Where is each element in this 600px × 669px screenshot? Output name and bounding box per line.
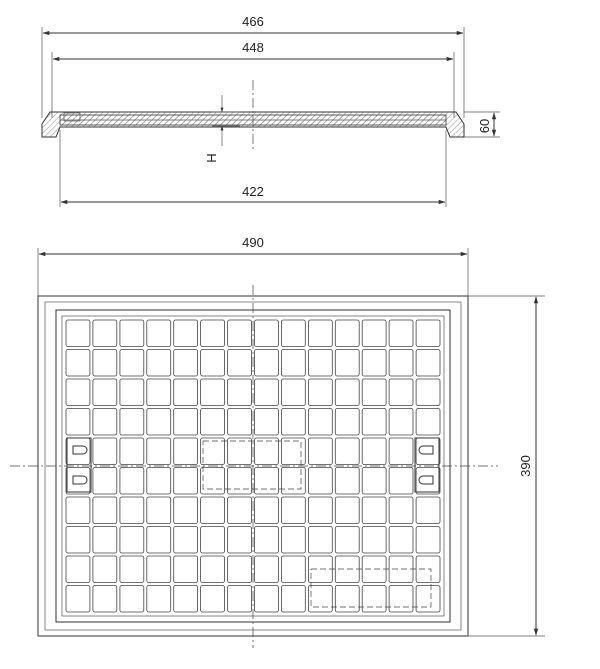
- grid-cell: [228, 556, 252, 583]
- grid-cell: [255, 350, 279, 377]
- grid-cell: [66, 468, 90, 495]
- grid-cell: [335, 320, 359, 347]
- grid-cell: [120, 586, 144, 613]
- grid-cell: [308, 409, 332, 436]
- grid-cell: [281, 586, 305, 613]
- grid-cell: [174, 320, 198, 347]
- grid-cell: [66, 527, 90, 554]
- grid-cell: [228, 438, 252, 465]
- grid-cell: [174, 409, 198, 436]
- grid-cell: [255, 586, 279, 613]
- dim-text-390: 390: [518, 455, 533, 477]
- dim-text-60: 60: [477, 118, 492, 134]
- grid-cell: [66, 497, 90, 524]
- grid-cell: [147, 409, 171, 436]
- grid-cell: [147, 556, 171, 583]
- grid-cell: [174, 350, 198, 377]
- grid-cell: [389, 350, 413, 377]
- grid-cell: [120, 468, 144, 495]
- grid-cell: [120, 379, 144, 406]
- grid-cell: [255, 556, 279, 583]
- grid-cell: [335, 586, 359, 613]
- grid-cell: [416, 497, 440, 524]
- grid-cell: [281, 438, 305, 465]
- grid-cell: [362, 527, 386, 554]
- grid-cell: [281, 468, 305, 495]
- grid-cell: [255, 409, 279, 436]
- grid-cell: [281, 497, 305, 524]
- grid-cell: [201, 350, 225, 377]
- grid-cell: [174, 586, 198, 613]
- grid-cell: [174, 527, 198, 554]
- grid-cell: [389, 438, 413, 465]
- grid-cell: [389, 468, 413, 495]
- grid-cell: [228, 379, 252, 406]
- grid-cell: [255, 379, 279, 406]
- grid-cell: [93, 527, 117, 554]
- grid-cell: [201, 497, 225, 524]
- grid-cell: [228, 409, 252, 436]
- dim-text-448: 448: [242, 40, 264, 55]
- grid-cell: [228, 497, 252, 524]
- dim-text-422: 422: [242, 184, 264, 199]
- dim-text-490: 490: [242, 235, 264, 250]
- grid-cell: [93, 320, 117, 347]
- grid-cell: [335, 497, 359, 524]
- grid-cell: [228, 468, 252, 495]
- grid-cell: [66, 350, 90, 377]
- grid-cell: [389, 409, 413, 436]
- grid-cell: [281, 350, 305, 377]
- grid-cell: [147, 527, 171, 554]
- grid-cell: [147, 379, 171, 406]
- grid-cell: [201, 438, 225, 465]
- grid-cell: [66, 438, 90, 465]
- grid-cell: [362, 350, 386, 377]
- grid-cell: [120, 438, 144, 465]
- grid-cell: [147, 468, 171, 495]
- grid-cell: [93, 409, 117, 436]
- grid-cell: [362, 468, 386, 495]
- grid-cell: [362, 379, 386, 406]
- grid-cell: [281, 409, 305, 436]
- grid-cell: [174, 468, 198, 495]
- grid-cell: [201, 468, 225, 495]
- grid-cell: [389, 379, 413, 406]
- grid-cell: [93, 350, 117, 377]
- section-view: [42, 14, 500, 207]
- grid-cell: [120, 527, 144, 554]
- grid-cell: [228, 527, 252, 554]
- grid-cell: [201, 586, 225, 613]
- grid-cell: [281, 379, 305, 406]
- grid-cell: [416, 468, 440, 495]
- grid-cell: [120, 409, 144, 436]
- grid-cell: [389, 497, 413, 524]
- grid-cell: [308, 468, 332, 495]
- grid-cell: [93, 556, 117, 583]
- grid-cell: [281, 556, 305, 583]
- grid-cell: [416, 409, 440, 436]
- grid-cell: [147, 497, 171, 524]
- grid-cell: [389, 527, 413, 554]
- grid-cell: [93, 586, 117, 613]
- grid-cell: [416, 350, 440, 377]
- grid-cell: [362, 320, 386, 347]
- grid-cell: [362, 409, 386, 436]
- grid-cell: [335, 438, 359, 465]
- grid-cell: [174, 379, 198, 406]
- grid-cell: [389, 586, 413, 613]
- grid-cell: [66, 379, 90, 406]
- grid-cell: [335, 379, 359, 406]
- grid-cell: [416, 438, 440, 465]
- grid-cell: [201, 527, 225, 554]
- grid-cell: [201, 409, 225, 436]
- grid-cell: [93, 497, 117, 524]
- grid-cell: [174, 438, 198, 465]
- grid-cell: [416, 320, 440, 347]
- grid-cell: [335, 527, 359, 554]
- grid-cell: [201, 379, 225, 406]
- grid-cell: [201, 556, 225, 583]
- grid-cell: [362, 497, 386, 524]
- grid-cell: [308, 527, 332, 554]
- grid-cell: [255, 497, 279, 524]
- grid-cell: [335, 468, 359, 495]
- grid-cell: [228, 320, 252, 347]
- grid-cell: [416, 527, 440, 554]
- grid-cell: [93, 379, 117, 406]
- grid-cell: [255, 527, 279, 554]
- grid-cell: [308, 438, 332, 465]
- grid-cell: [335, 350, 359, 377]
- grid-cell: [308, 350, 332, 377]
- grid-cell: [308, 379, 332, 406]
- dim-text-466: 466: [242, 14, 264, 29]
- grid-cell: [362, 438, 386, 465]
- grid-cell: [416, 586, 440, 613]
- grid-cell: [228, 350, 252, 377]
- grid-cell: [335, 409, 359, 436]
- grid-cell: [174, 497, 198, 524]
- grid-cell: [281, 527, 305, 554]
- grid-cell: [147, 586, 171, 613]
- grid-cell: [228, 586, 252, 613]
- grid-cell: [416, 379, 440, 406]
- grid-cell: [255, 438, 279, 465]
- grid-cell: [389, 320, 413, 347]
- grid-cell: [66, 320, 90, 347]
- grid-cell: [201, 320, 225, 347]
- grid-cell: [255, 320, 279, 347]
- grid-cell: [66, 586, 90, 613]
- grid-cell: [66, 409, 90, 436]
- grid-cell: [308, 586, 332, 613]
- grid-cell: [147, 320, 171, 347]
- grid-cell: [362, 586, 386, 613]
- dim-text-h: H: [204, 153, 219, 163]
- grid-cell: [120, 320, 144, 347]
- grid-cell: [174, 556, 198, 583]
- grid-cell: [66, 556, 90, 583]
- grid-cell: [93, 468, 117, 495]
- grid-cell: [120, 350, 144, 377]
- plan-view: [10, 235, 545, 648]
- grid-cell: [120, 497, 144, 524]
- grid-cell: [281, 320, 305, 347]
- grid-cell: [308, 497, 332, 524]
- grid-cell: [147, 350, 171, 377]
- grid-cell: [308, 320, 332, 347]
- grid-cell: [255, 468, 279, 495]
- grid-cell: [93, 438, 117, 465]
- grid-cell: [120, 556, 144, 583]
- grid-cell: [147, 438, 171, 465]
